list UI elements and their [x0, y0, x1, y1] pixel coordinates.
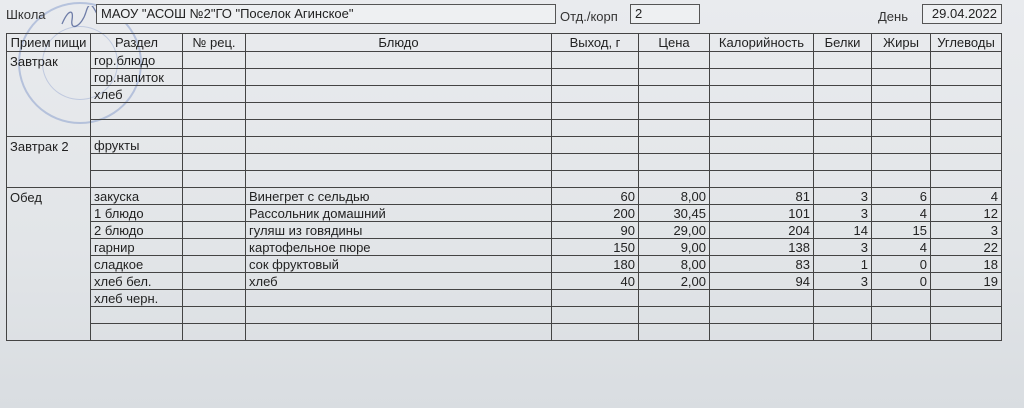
cell-fat: 0: [872, 256, 931, 273]
cell-carbs: [931, 307, 1002, 324]
cell-recipe: [183, 52, 246, 69]
cell-dish: сок фруктовый: [246, 256, 552, 273]
cell-yield: 180: [552, 256, 639, 273]
col-header-meal: Прием пищи: [7, 34, 91, 52]
table-row: [7, 171, 1002, 188]
cell-protein: 3: [814, 188, 872, 205]
cell-section: [91, 103, 183, 120]
cell-protein: 3: [814, 239, 872, 256]
cell-section: хлеб бел.: [91, 273, 183, 290]
cell-section: хлеб: [91, 86, 183, 103]
table-row: [7, 188, 1002, 205]
cell-protein: [814, 137, 872, 154]
cell-recipe: [183, 154, 246, 171]
school-label: Школа: [6, 7, 46, 22]
table-row: [7, 239, 1002, 256]
cell-calories: [710, 171, 814, 188]
cell-fat: 15: [872, 222, 931, 239]
cell-calories: [710, 154, 814, 171]
day-label: День: [878, 9, 908, 24]
cell-recipe: [183, 205, 246, 222]
cell-price: 30,45: [639, 205, 710, 222]
cell-price: [639, 69, 710, 86]
cell-dish: Винегрет с сельдью: [246, 188, 552, 205]
cell-calories: [710, 52, 814, 69]
cell-fat: [872, 290, 931, 307]
cell-carbs: [931, 52, 1002, 69]
table-row: [7, 120, 1002, 137]
cell-protein: [814, 154, 872, 171]
cell-protein: [814, 171, 872, 188]
cell-yield: [552, 86, 639, 103]
meal-name: Обед: [7, 188, 91, 341]
table-row: [7, 222, 1002, 239]
cell-recipe: [183, 69, 246, 86]
cell-fat: 6: [872, 188, 931, 205]
cell-yield: [552, 103, 639, 120]
cell-recipe: [183, 137, 246, 154]
cell-recipe: [183, 324, 246, 341]
cell-section: гор.напиток: [91, 69, 183, 86]
cell-fat: [872, 86, 931, 103]
cell-price: [639, 120, 710, 137]
cell-calories: [710, 69, 814, 86]
cell-yield: [552, 120, 639, 137]
cell-price: [639, 307, 710, 324]
col-header-protein: Белки: [814, 34, 872, 52]
cell-section: [91, 120, 183, 137]
cell-recipe: [183, 222, 246, 239]
cell-calories: 101: [710, 205, 814, 222]
cell-section: [91, 154, 183, 171]
cell-price: [639, 137, 710, 154]
cell-calories: [710, 137, 814, 154]
cell-yield: 200: [552, 205, 639, 222]
cell-yield: 90: [552, 222, 639, 239]
cell-dish: [246, 120, 552, 137]
cell-protein: 1: [814, 256, 872, 273]
col-header-recipe: № рец.: [183, 34, 246, 52]
cell-price: 8,00: [639, 188, 710, 205]
cell-calories: 204: [710, 222, 814, 239]
cell-yield: 150: [552, 239, 639, 256]
cell-protein: [814, 103, 872, 120]
cell-section: [91, 324, 183, 341]
cell-price: 29,00: [639, 222, 710, 239]
cell-yield: [552, 154, 639, 171]
cell-dish: Рассольник домашний: [246, 205, 552, 222]
cell-calories: [710, 324, 814, 341]
cell-recipe: [183, 307, 246, 324]
cell-recipe: [183, 256, 246, 273]
cell-carbs: 4: [931, 188, 1002, 205]
table-row: [7, 103, 1002, 120]
cell-recipe: [183, 239, 246, 256]
cell-yield: [552, 171, 639, 188]
table-header-row: [7, 34, 1002, 52]
cell-fat: 4: [872, 205, 931, 222]
cell-calories: [710, 86, 814, 103]
cell-section: закуска: [91, 188, 183, 205]
table-row: [7, 205, 1002, 222]
cell-price: 9,00: [639, 239, 710, 256]
cell-calories: 83: [710, 256, 814, 273]
cell-price: [639, 52, 710, 69]
cell-fat: 4: [872, 239, 931, 256]
cell-fat: [872, 52, 931, 69]
cell-section: фрукты: [91, 137, 183, 154]
cell-section: [91, 171, 183, 188]
cell-carbs: [931, 171, 1002, 188]
cell-carbs: 3: [931, 222, 1002, 239]
cell-recipe: [183, 171, 246, 188]
cell-yield: 60: [552, 188, 639, 205]
cell-dish: [246, 171, 552, 188]
cell-dish: [246, 137, 552, 154]
school-name-field: МАОУ "АСОШ №2"ГО "Поселок Агинское": [96, 4, 556, 24]
cell-protein: [814, 52, 872, 69]
cell-price: [639, 290, 710, 307]
cell-fat: [872, 137, 931, 154]
cell-calories: 81: [710, 188, 814, 205]
cell-fat: 0: [872, 273, 931, 290]
cell-fat: [872, 324, 931, 341]
cell-recipe: [183, 120, 246, 137]
cell-fat: [872, 154, 931, 171]
col-header-carbs: Углеводы: [931, 34, 1002, 52]
table-row: [7, 137, 1002, 154]
cell-calories: [710, 103, 814, 120]
cell-recipe: [183, 103, 246, 120]
col-header-calories: Калорийность: [710, 34, 814, 52]
cell-dish: [246, 103, 552, 120]
table-row: [7, 324, 1002, 341]
cell-yield: [552, 324, 639, 341]
cell-price: [639, 171, 710, 188]
cell-calories: 138: [710, 239, 814, 256]
cell-dish: хлеб: [246, 273, 552, 290]
cell-section: хлеб черн.: [91, 290, 183, 307]
cell-recipe: [183, 86, 246, 103]
cell-protein: 3: [814, 273, 872, 290]
cell-yield: [552, 290, 639, 307]
cell-protein: [814, 69, 872, 86]
table-row: [7, 154, 1002, 171]
cell-price: [639, 154, 710, 171]
cell-recipe: [183, 188, 246, 205]
cell-carbs: 12: [931, 205, 1002, 222]
col-header-section: Раздел: [91, 34, 183, 52]
dept-field: 2: [630, 4, 700, 24]
table-row: [7, 52, 1002, 69]
cell-protein: [814, 120, 872, 137]
cell-section: 1 блюдо: [91, 205, 183, 222]
cell-price: [639, 324, 710, 341]
cell-carbs: [931, 154, 1002, 171]
cell-carbs: 19: [931, 273, 1002, 290]
cell-carbs: [931, 69, 1002, 86]
cell-carbs: [931, 137, 1002, 154]
cell-section: гор.блюдо: [91, 52, 183, 69]
date-field: 29.04.2022: [922, 4, 1002, 24]
col-header-yield: Выход, г: [552, 34, 639, 52]
cell-price: 8,00: [639, 256, 710, 273]
cell-carbs: [931, 324, 1002, 341]
cell-dish: [246, 290, 552, 307]
table-row: [7, 69, 1002, 86]
cell-yield: [552, 307, 639, 324]
cell-dish: [246, 86, 552, 103]
cell-carbs: 18: [931, 256, 1002, 273]
cell-fat: [872, 307, 931, 324]
cell-recipe: [183, 290, 246, 307]
cell-dish: [246, 154, 552, 171]
cell-carbs: 22: [931, 239, 1002, 256]
cell-fat: [872, 171, 931, 188]
table-row: [7, 273, 1002, 290]
cell-yield: 40: [552, 273, 639, 290]
table-row: [7, 307, 1002, 324]
cell-price: 2,00: [639, 273, 710, 290]
cell-price: [639, 103, 710, 120]
cell-calories: [710, 120, 814, 137]
meal-name: Завтрак: [7, 52, 91, 137]
cell-dish: картофельное пюре: [246, 239, 552, 256]
cell-protein: [814, 324, 872, 341]
cell-dish: [246, 69, 552, 86]
col-header-dish: Блюдо: [246, 34, 552, 52]
cell-section: [91, 307, 183, 324]
cell-price: [639, 86, 710, 103]
cell-protein: [814, 86, 872, 103]
meal-name: Завтрак 2: [7, 137, 91, 188]
cell-calories: [710, 307, 814, 324]
cell-section: гарнир: [91, 239, 183, 256]
cell-dish: гуляш из говядины: [246, 222, 552, 239]
cell-fat: [872, 103, 931, 120]
cell-fat: [872, 120, 931, 137]
cell-dish: [246, 52, 552, 69]
cell-protein: [814, 307, 872, 324]
dept-label: Отд./корп: [560, 9, 618, 24]
cell-section: 2 блюдо: [91, 222, 183, 239]
cell-dish: [246, 324, 552, 341]
table-row: [7, 86, 1002, 103]
cell-yield: [552, 52, 639, 69]
cell-carbs: [931, 86, 1002, 103]
cell-calories: [710, 290, 814, 307]
cell-protein: 14: [814, 222, 872, 239]
col-header-price: Цена: [639, 34, 710, 52]
col-header-fat: Жиры: [872, 34, 931, 52]
cell-dish: [246, 307, 552, 324]
cell-section: сладкое: [91, 256, 183, 273]
signature-scribble: [60, 6, 100, 28]
cell-fat: [872, 69, 931, 86]
table-row: [7, 290, 1002, 307]
cell-protein: [814, 290, 872, 307]
cell-calories: 94: [710, 273, 814, 290]
cell-protein: 3: [814, 205, 872, 222]
cell-yield: [552, 137, 639, 154]
cell-carbs: [931, 290, 1002, 307]
cell-recipe: [183, 273, 246, 290]
cell-yield: [552, 69, 639, 86]
cell-carbs: [931, 120, 1002, 137]
menu-table: [6, 33, 1002, 341]
table-row: [7, 256, 1002, 273]
cell-carbs: [931, 103, 1002, 120]
